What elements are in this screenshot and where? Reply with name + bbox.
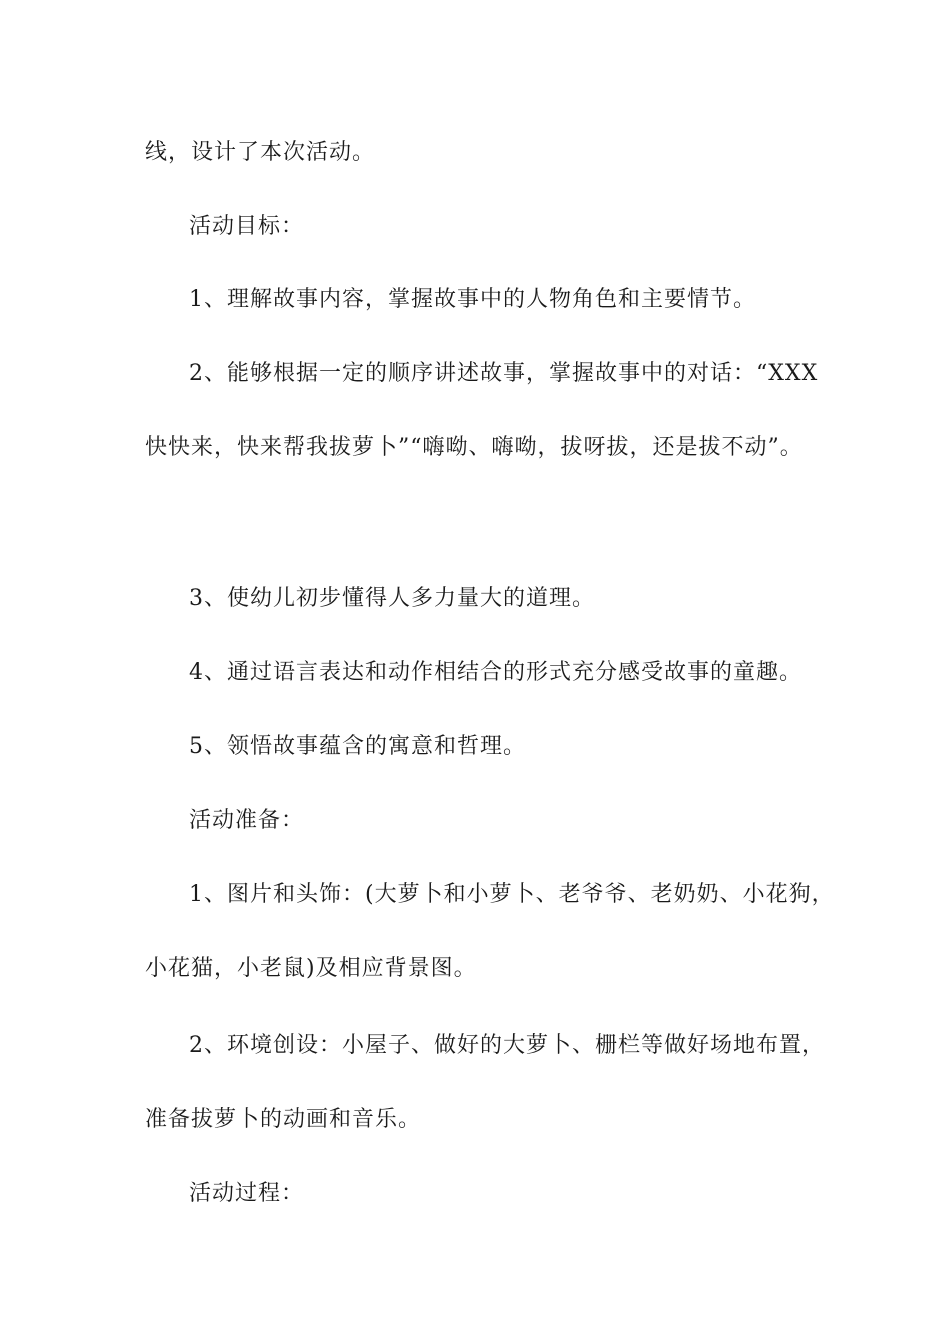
goal-item-1: 1、理解故事内容，掌握故事中的人物角色和主要情节。 <box>189 287 756 312</box>
preparation-item-1-continuation: 小花猫，小老鼠)及相应背景图。 <box>145 956 477 981</box>
section-heading-goals: 活动目标： <box>189 214 305 239</box>
section-heading-process: 活动过程： <box>189 1181 305 1206</box>
preparation-item-2-continuation: 准备拔萝卜的动画和音乐。 <box>145 1107 422 1132</box>
goal-item-2: 2、能够根据一定的顺序讲述故事，掌握故事中的对话：“XXX <box>189 361 819 386</box>
goal-item-5: 5、领悟故事蕴含的寓意和哲理。 <box>189 734 526 759</box>
preparation-item-2: 2、环境创设：小屋子、做好的大萝卜、栅栏等做好场地布置， <box>189 1033 825 1058</box>
goal-item-4: 4、通过语言表达和动作相结合的形式充分感受故事的童趣。 <box>189 660 802 685</box>
preparation-item-1: 1、图片和头饰：(大萝卜和小萝卜、老爷爷、老奶奶、小花狗， <box>189 882 835 907</box>
section-heading-preparation: 活动准备： <box>189 808 305 833</box>
text-line-continuation: 线，设计了本次活动。 <box>145 140 376 165</box>
goal-item-2-continuation: 快快来，快来帮我拔萝卜”“嗨呦、嗨呦，拔呀拔，还是拔不动”。 <box>145 435 803 460</box>
goal-item-3: 3、使幼儿初步懂得人多力量大的道理。 <box>189 586 595 611</box>
